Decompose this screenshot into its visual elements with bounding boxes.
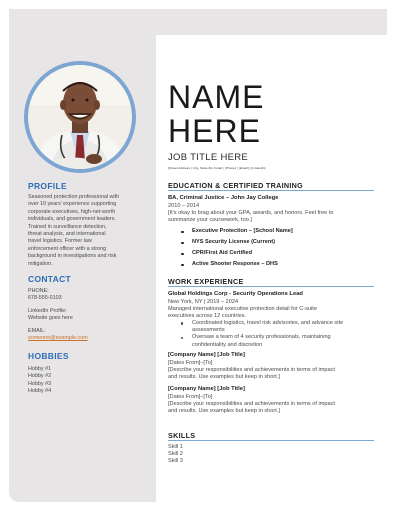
skill-item: Skill 2	[168, 451, 183, 458]
bullet-icon	[181, 242, 184, 245]
certification-text: Active Shooter Response – DHS	[192, 261, 278, 267]
job-bullets	[168, 320, 374, 349]
job-heading: [Company Name] [Job Title]	[168, 386, 245, 392]
hobby-item: Hobby #4	[28, 388, 52, 395]
certification-item	[168, 228, 374, 236]
education-divider	[168, 190, 374, 191]
email-link[interactable]: someone@example.com	[28, 335, 88, 341]
hobby-item: Hobby #2	[28, 373, 52, 380]
profile-line: mitigation.	[28, 260, 53, 267]
work-heading: WORK EXPERIENCE	[168, 277, 244, 286]
job-title: JOB TITLE HERE	[168, 152, 249, 163]
certification-text: Executive Protection – [School Name]	[192, 228, 293, 234]
job-meta: New York, NY | 2019 – 2024	[168, 298, 239, 305]
bullet-icon	[181, 337, 183, 339]
profile-line: travel logistics. Former law	[28, 238, 92, 245]
profile-line: background in investigations and risk	[28, 253, 117, 260]
name-line-2: HERE	[168, 113, 261, 149]
hobby-item: Hobby #1	[28, 366, 52, 372]
hobbies-heading: HOBBIES	[28, 351, 69, 361]
full-name	[168, 80, 264, 148]
certification-item	[168, 239, 374, 247]
work-divider	[168, 286, 374, 287]
skill-item: Skill 1	[168, 444, 183, 450]
skill-item: Skill 3	[168, 458, 183, 465]
hobbies-list	[28, 366, 148, 396]
bullet-icon	[181, 253, 184, 256]
job-bullet-text: assessments	[192, 327, 225, 334]
job-description: [Describe your responsibilities and achievements in terms of impact	[168, 366, 335, 373]
phone-value: 678-555-0103	[28, 295, 62, 301]
job-heading: [Company Name] [Job Title]	[168, 352, 245, 358]
job-description: and results. Use examples but keep in short.]	[168, 408, 280, 414]
profile-line: Trained in surveillance detection,	[28, 223, 107, 230]
profile-text	[28, 194, 148, 268]
profile-line: threat analysis, and international	[28, 231, 106, 238]
profile-line: individuals, and government leaders.	[28, 216, 116, 223]
skills-heading: SKILLS	[168, 431, 196, 440]
job-entry	[168, 352, 374, 381]
job-bullet-text: Coordinated logistics, travel risk advisories, and advance site	[192, 320, 344, 326]
profile-line: corporate executives, high-net-worth	[28, 208, 116, 215]
education-description: summarize your coursework, too.]	[168, 217, 252, 223]
contact-details-line: [Street Address | City, State Zip Code] | [Phone] | [Email] | [LinkedIn]	[168, 166, 266, 170]
skills-list	[168, 444, 374, 466]
job-bullet-text: confidentiality and discretion	[192, 341, 263, 348]
education-entry	[168, 195, 374, 224]
certifications-list	[168, 228, 374, 272]
bullet-icon	[181, 231, 184, 234]
profile-line: enforcement officer with a strong	[28, 245, 107, 252]
email-label: EMAIL:	[28, 328, 46, 334]
education-description: [It's okay to brag about your GPA, awards, and honors. Feel free to	[168, 209, 334, 216]
certification-text: CPR/First Aid Certified	[192, 250, 253, 256]
education-years: 2010 – 2014	[168, 202, 200, 209]
linkedin-label: LinkedIn Profile:	[28, 308, 67, 314]
profile-heading: PROFILE	[28, 181, 67, 191]
portrait-photo	[28, 65, 132, 169]
profile-line: over 10 years' experience supporting	[28, 201, 117, 208]
job-entry	[168, 386, 374, 415]
job-bullet-item	[168, 334, 374, 348]
skills-divider	[168, 440, 374, 441]
job-description: executives across 12 countries.	[168, 313, 247, 319]
job-dates: [Dates From]–[To]	[168, 393, 213, 400]
education-heading: EDUCATION & CERTIFIED TRAINING	[168, 181, 304, 190]
name-line-1: NAME	[168, 79, 265, 115]
job-dates: [Dates From]–[To]	[168, 359, 213, 366]
contact-heading: CONTACT	[28, 274, 72, 284]
degree: BA, Criminal Justice – John Jay College	[168, 195, 279, 201]
job-bullet-text: Oversaw a team of 4 security professionals, maintaining	[192, 334, 331, 341]
certification-text: NYS Security License (Current)	[192, 239, 275, 245]
job-description: Managed international executive protection detail for C-suite	[168, 305, 317, 312]
portrait-illustration	[28, 65, 132, 169]
top-band-background	[9, 9, 387, 35]
linkedin-value[interactable]: Website goes here	[28, 315, 73, 321]
bullet-icon	[181, 264, 184, 267]
hobby-item: Hobby #3	[28, 380, 52, 387]
bullet-icon	[181, 322, 183, 324]
certification-item	[168, 250, 374, 258]
job-bullet-item	[168, 320, 374, 334]
top-curve-cutout	[156, 35, 216, 85]
job-description: [Describe your responsibilities and achievements in terms of impact	[168, 400, 335, 407]
job-description: and results. Use examples but keep in short.]	[168, 374, 280, 380]
phone-label: PHONE:	[28, 288, 49, 294]
job-entry	[168, 291, 374, 320]
job-heading: Global Holdings Corp - Security Operations Lead	[168, 291, 303, 297]
certification-item	[168, 261, 374, 269]
profile-line: Seasoned protection professional with	[28, 194, 120, 200]
